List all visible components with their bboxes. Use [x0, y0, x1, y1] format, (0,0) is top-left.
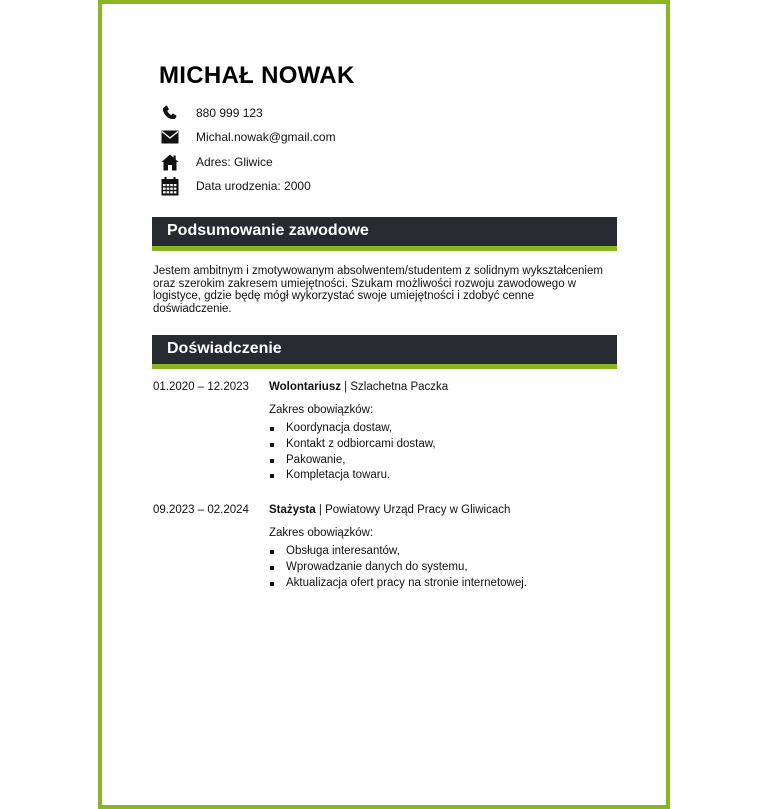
section-header-accent	[152, 246, 617, 251]
phone-number: 880 999 123	[196, 106, 263, 120]
envelope-icon	[160, 127, 180, 147]
job-separator: |	[340, 381, 351, 393]
duty-item: Obsługa interesantów,	[269, 544, 527, 560]
job-role: Wolontariusz	[269, 381, 341, 393]
job-role: Stażysta	[269, 504, 316, 516]
duty-item: Wprowadzanie danych do systemu,	[269, 560, 527, 576]
email-address: Michal.nowak@gmail.com	[196, 130, 336, 144]
job-dates: 01.2020 – 12.2023	[153, 381, 249, 393]
summary-section-title: Podsumowanie zawodowe	[167, 222, 369, 239]
contact-birthdate	[160, 176, 311, 196]
job-dates: 09.2023 – 02.2024	[153, 504, 249, 516]
job-employer: Szlachetna Paczka	[350, 381, 449, 393]
duties-list	[269, 544, 527, 591]
contact-email	[160, 127, 336, 147]
address: Adres: Gliwice	[196, 155, 273, 169]
duty-item: Pakowanie,	[269, 453, 436, 469]
candidate-name: MICHAŁ NOWAK	[159, 62, 355, 89]
phone-icon	[160, 103, 180, 123]
responsibilities-label: Zakres obowiązków:	[269, 527, 374, 539]
summary-section-header	[152, 217, 617, 252]
job-employer: Powiatowy Urząd Pracy w Gliwicach	[325, 504, 511, 516]
duty-item: Kontakt z odbiorcami dostaw,	[269, 437, 436, 453]
job-separator: |	[315, 504, 326, 516]
calendar-icon	[160, 176, 180, 196]
duty-item: Aktualizacja ofert pracy na stronie internetowej.	[269, 576, 527, 592]
contact-address	[160, 152, 273, 172]
experience-section-title: Doświadczenie	[167, 340, 282, 357]
duty-item: Kompletacja towaru.	[269, 468, 436, 484]
birth-date: Data urodzenia: 2000	[196, 179, 311, 193]
job-title-line	[269, 381, 448, 393]
experience-section-header	[152, 335, 617, 370]
job-title-line	[269, 504, 510, 516]
home-icon	[160, 152, 180, 172]
resume-page	[98, 0, 670, 809]
contact-phone	[160, 103, 263, 123]
section-header-accent	[152, 364, 617, 369]
duties-list	[269, 421, 436, 484]
professional-summary: Jestem ambitnym i zmotywowanym absolwentem/studentem z solidnym wykształceniem oraz szerokim zakresem umiejętności. Szukam możliwości rozwoju zawodowego w logistyce, gdzie będę mógł wykorzystać swoje umiejętności i zdobyć cenne doświadczenie.	[153, 265, 603, 315]
responsibilities-label: Zakres obowiązków:	[269, 404, 374, 416]
duty-item: Koordynacja dostaw,	[269, 421, 436, 437]
